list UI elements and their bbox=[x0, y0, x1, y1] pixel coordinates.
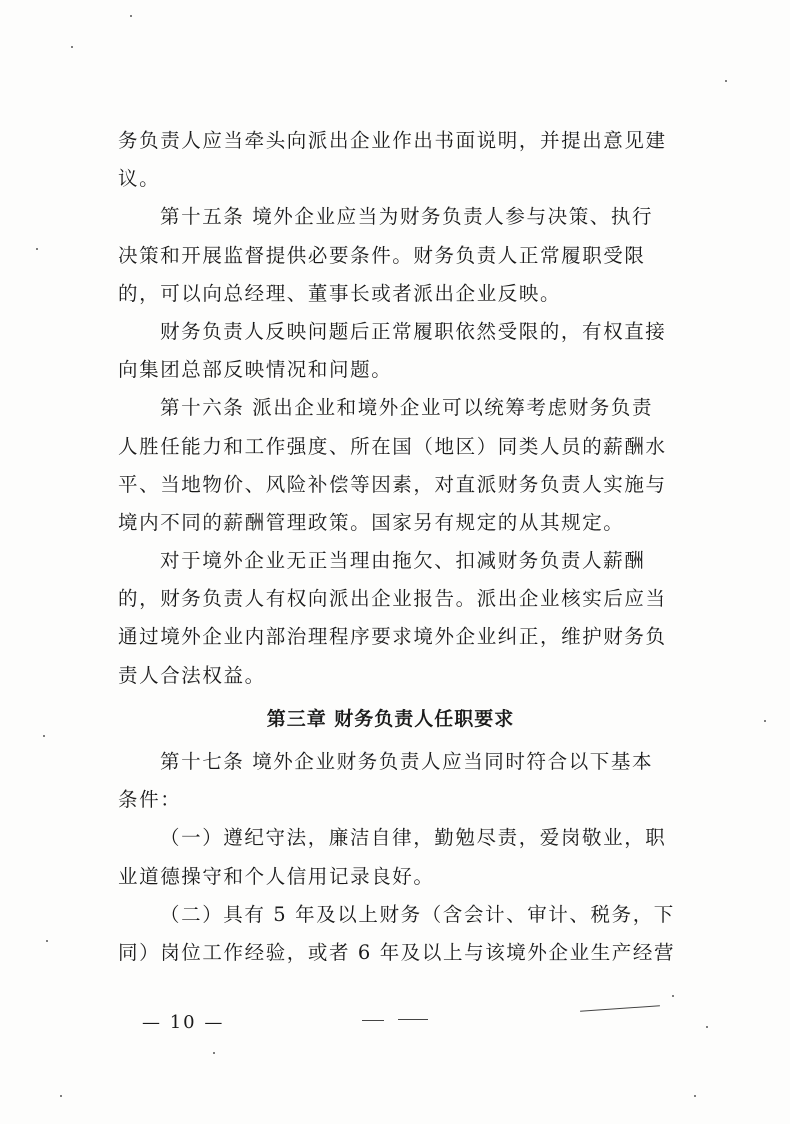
scan-speck bbox=[71, 46, 73, 48]
text-line: 通过境外企业内部治理程序要求境外企业纠正，维护财务负 bbox=[118, 625, 667, 649]
page-number: — 10 — bbox=[142, 1012, 225, 1033]
text-line: （一）遵纪守法，廉洁自律，勤勉尽责，爱岗敬业，职 bbox=[160, 826, 667, 850]
text-line: 向集团总部反映情况和问题。 bbox=[118, 358, 393, 382]
text-line: 的，可以向总经理、董事长或者派出企业反映。 bbox=[118, 281, 562, 305]
scan-speck bbox=[43, 735, 45, 737]
text-line: 第十五条 境外企业应当为财务负责人参与决策、执行 bbox=[160, 205, 654, 229]
text-line: 平、当地物价、风险补偿等因素，对直派财务负责人实施与 bbox=[118, 472, 667, 496]
text-line: 同）岗位工作经验，或者 6 年及以上与该境外企业生产经营 bbox=[118, 940, 676, 964]
scan-speck bbox=[46, 940, 48, 942]
text-line: 对于境外企业无正当理由拖欠、扣减财务负责人薪酬 bbox=[160, 549, 646, 573]
scan-speck bbox=[130, 15, 132, 17]
scan-mark bbox=[362, 1020, 384, 1021]
text-line: 人胜任能力和工作强度、所在国（地区）同类人员的薪酬水 bbox=[118, 434, 667, 458]
chapter-heading: 第三章 财务负责人任职要求 bbox=[266, 707, 515, 730]
text-line: 条件： bbox=[118, 788, 182, 812]
scan-speck bbox=[694, 1095, 696, 1097]
text-line: 第十六条 派出企业和境外企业可以统筹考虑财务负责 bbox=[160, 396, 654, 420]
document-body bbox=[118, 122, 676, 972]
text-line: 务负责人应当牵头向派出企业作出书面说明，并提出意见建 bbox=[118, 129, 667, 152]
text-line: 财务负责人反映问题后正常履职依然受限的，有权直接 bbox=[160, 319, 667, 343]
scan-speck bbox=[706, 1026, 708, 1028]
scan-mark bbox=[398, 1019, 428, 1020]
text-line: 业道德操守和个人信用记录良好。 bbox=[118, 864, 435, 888]
text-line: 的，财务负责人有权向派出企业报告。派出企业核实后应当 bbox=[118, 587, 667, 611]
scan-speck bbox=[60, 1095, 62, 1097]
scan-speck bbox=[725, 80, 727, 82]
paragraphs-section-2 bbox=[118, 122, 667, 695]
text-line: 第十七条 境外企业财务负责人应当同时符合以下基本 bbox=[160, 750, 654, 773]
text-line: 责人合法权益。 bbox=[118, 663, 266, 687]
text-line: 境内不同的薪酬管理政策。国家另有规定的从其规定。 bbox=[118, 510, 625, 534]
text-line: （二）具有 5 年及以上财务（含会计、审计、税务，下 bbox=[160, 902, 675, 926]
scan-speck bbox=[672, 995, 674, 997]
text-line: 决策和开展监督提供必要条件。财务负责人正常履职受限 bbox=[118, 243, 646, 267]
scan-speck bbox=[213, 1052, 215, 1054]
scan-mark bbox=[580, 1005, 660, 1012]
scan-speck bbox=[36, 248, 38, 250]
text-line: 议。 bbox=[118, 167, 161, 191]
scan-speck bbox=[764, 720, 766, 722]
paragraphs-section-3 bbox=[118, 743, 676, 972]
